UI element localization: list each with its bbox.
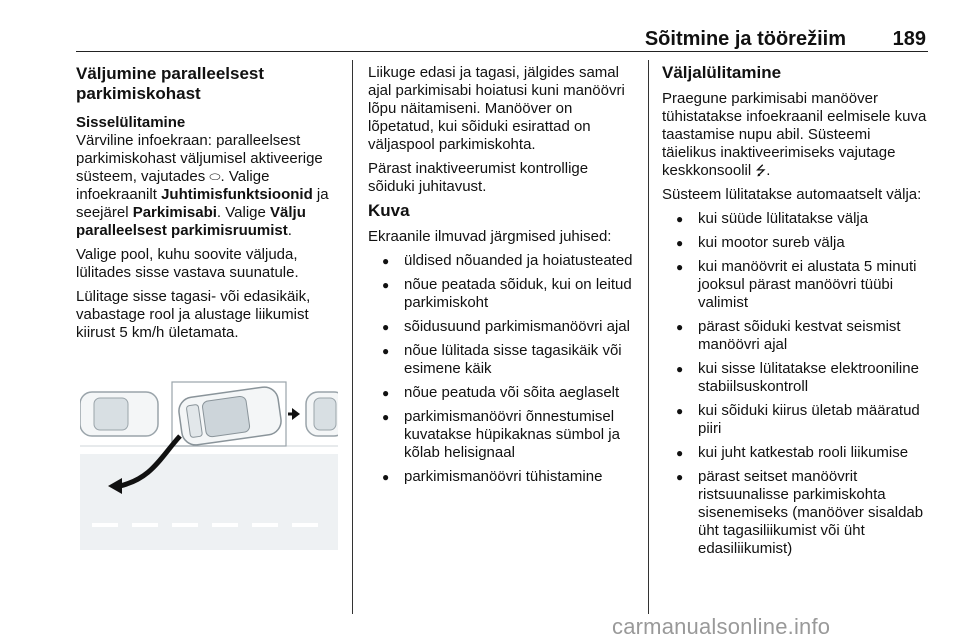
paragraph-check: Pärast inaktiveerumist kontrollige sõiduki juhitavust. (368, 160, 589, 195)
list-item: ● kui sisse lülitatakse elektrooniline stabiilsuskontroll (662, 360, 928, 396)
section-heading-display: Kuva (368, 201, 410, 220)
column-1 (76, 64, 348, 348)
column-3 (662, 64, 928, 564)
column-divider-1 (352, 60, 353, 614)
paragraph-move: Liikuge edasi ja tagasi, jälgides samal ajal parkimisabi hoiatusi kuni manöövri lõpu näitamiseni. Manööver on lõpetatud, kui sõiduki esirattad on väljaspool parkimiskohta. (368, 64, 625, 153)
section-heading-deactivation: Väljalülitamine (662, 63, 782, 82)
parallel-exit-illustration (80, 378, 338, 550)
paragraph-deactivation: Praegune parkimisabi manööver tühistatakse infoekraanil eelmisele kuva taastamise nupu abil. Süsteemi täielikus inaktiveerimiseks vajutage keskkonsoolil ⭍. (662, 90, 927, 179)
paragraph-display-intro: Ekraanile ilmuvad järgmised juhised: (368, 228, 612, 245)
paragraph-turn-signal: Valige pool, kuhu soovite väljuda, lülitades sisse vastava suunatule. (76, 246, 299, 281)
section-heading-exit: Väljumine paralleelsest parkimiskohast (76, 64, 265, 103)
column-divider-2 (648, 60, 649, 614)
list-item: ● pärast seitset manöövrit ristsuunalisse parkimiskohta sisenemiseks (manööver sisaldab üht tagasiliikumist või üht edasiliikumist) (662, 468, 928, 558)
list-item: ● üldised nõuanded ja hoiatusteated (368, 252, 636, 270)
column-2 (368, 64, 636, 492)
list-item: ● kui juht katkestab rooli liikumise (662, 444, 928, 462)
paragraph-gear: Lülitage sisse tagasi- või edasikäik, vabastage rool ja alustage liikumist kiirust 5 km/h ületamata. (76, 288, 311, 341)
subheading-activation: Sisselülitamine (76, 114, 186, 131)
header-rule (76, 51, 928, 52)
parked-car-left (80, 392, 158, 436)
list-item: ● kui manöövrit ei alustata 5 minuti jooksul pärast manöövri tüübi valimist (662, 258, 928, 312)
paragraph-activation: Värviline infoekraan: paralleelsest parkimiskohast väljumisel aktiveerige süsteem, vajutades ⬭. Valige infoekraanilt Juhtimisfunktsioonid ja seejärel Parkimisabi. Valige Välju paralleelsest parkimisruumist. (76, 132, 329, 239)
parked-car-right (306, 392, 338, 436)
list-item: ● nõue peatada sõiduk, kui on leitud parkimiskoht (368, 276, 636, 312)
list-item: ● nõue lülitada sisse tagasikäik või esimene käik (368, 342, 636, 378)
list-item: ● sõidusuund parkimismanöövri ajal (368, 318, 636, 336)
list-item: ● kui mootor sureb välja (662, 234, 928, 252)
list-item: ● kui sõiduki kiirus ületab määratud piiri (662, 402, 928, 438)
header-title: Sõitmine ja töörežiim (644, 28, 846, 50)
paragraph-auto-off: Süsteem lülitatakse automaatselt välja: (662, 186, 922, 203)
list-item: ● parkimismanöövri tühistamine (368, 468, 636, 486)
list-item: ● parkimismanöövri õnnestumisel kuvatakse hüpikaknas sümbol ja kõlab helisignaal (368, 408, 636, 462)
parking-assist-off-icon: ⭍ (755, 163, 767, 178)
watermark: carmanualsonline.info (612, 614, 831, 639)
list-item: ● nõue peatuda või sõita aeglaselt (368, 384, 636, 402)
list-item: ● kui süüde lülitatakse välja (662, 210, 928, 228)
list-item: ● pärast sõiduki kestvat seismist manöövri ajal (662, 318, 928, 354)
parking-steering-icon: ⬭ (209, 169, 221, 184)
auto-off-list (662, 210, 928, 558)
display-list (368, 252, 636, 486)
page-number: 189 (892, 28, 926, 50)
